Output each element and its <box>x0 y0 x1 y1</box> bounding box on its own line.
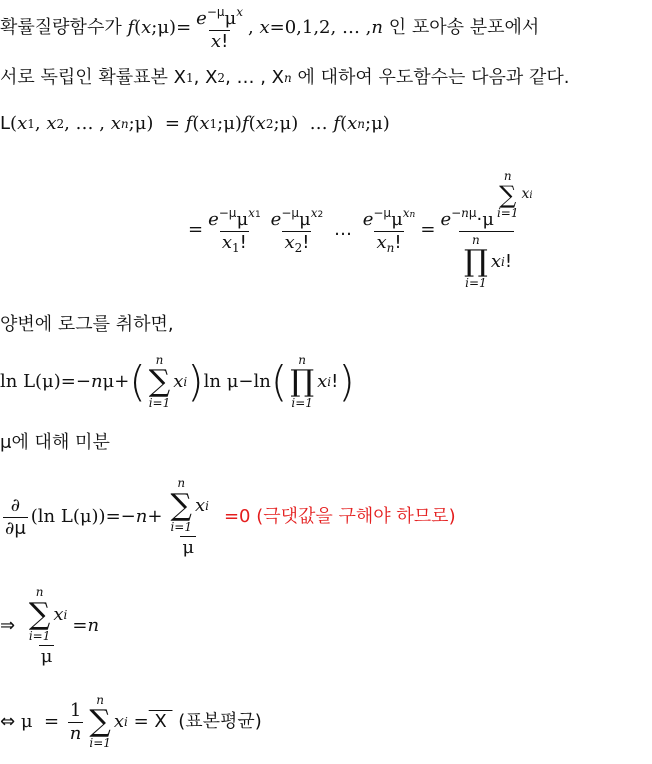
pmf-label-2: 인 포아송 분포에서 <box>388 17 540 38</box>
pmf-label: 확률질량함수가 <box>0 17 122 38</box>
derivative-line: $\frac{\partial}{\partial\mu}$ (ln L(μ))=−n+ n ∑ i=1 x i μ =0 (극댓값을 구해야 하므로) <box>5 476 456 558</box>
pmf-domain: , x=0,1,2, … ,n <box>248 17 383 38</box>
pmf-definition-line <box>0 2 539 54</box>
partial-fraction: $\frac{\partial}{\partial\mu}$ <box>5 494 26 539</box>
pmf-f: f <box>121 17 135 38</box>
result-note: (표본평균) <box>178 711 262 732</box>
pmf-fraction: $\frac{e^{-\mu}\mu^x}{x!}$ <box>196 4 244 52</box>
log-text: 양변에 로그를 취하면, <box>0 314 174 335</box>
red-note: =0 (극댓값을 구해야 하므로) <box>223 506 456 527</box>
likelihood-closed-form: $e^{-n\mu}\cdot\mu$ n ∑ i=1 xi n ∏ i=1 x i ! <box>440 169 533 290</box>
sample-text-1: 서로 독립인 확률표본 X <box>0 67 186 88</box>
likelihood-expanded-line: = $\frac{e^{-\mu}\mu^{x1}}{x_1!}$ $\frac{e^{-\mu}\mu^{x2}}{x_2!}$ … $\frac{e^{-\mu}\mu^{xn}}{x_n!}$ = $e^{-n\mu}\cdot\mu$ n ∑ i=1 xi n ∏ i=1 x i ! <box>188 169 533 290</box>
term-2: $\frac{e^{-\mu}\mu^{x2}}{x_2!}$ <box>270 205 324 255</box>
diff-text: μ에 대해 미분 <box>0 432 110 453</box>
term-1: $\frac{e^{-\mu}\mu^{x1}}{x_1!}$ <box>208 205 261 255</box>
sample-text-2: 에 대하여 우도함수는 다음과 같다. <box>297 67 570 88</box>
sample-line: 서로 독립인 확률표본 X 1 , X 2 , … , X n 에 대하여 우도함수는 다음과 같다. <box>0 67 570 88</box>
derivative-fraction: n ∑ i=1 x i μ <box>170 476 209 558</box>
sample-mean-symbol: X <box>148 711 173 732</box>
pmf-args: (x;μ)= <box>134 17 192 38</box>
likelihood-line: L (x 1 , x 2 , … , x n ;μ) = f(x 1 ;μ)f(x 2 ;μ) … f(x n ;μ) <box>0 113 390 134</box>
equation-line: ⇒ n ∑ i=1 x i μ =n <box>0 585 100 667</box>
log-likelihood-line: ln L(μ)=−nμ+ ( n ∑ i=1 x i ) ln μ−ln ( n ∏ i=1 x i ! ) <box>0 352 355 410</box>
one-over-n: $\frac{1}{n}$ <box>69 699 82 744</box>
result-line: ⇔ μ = $\frac{1}{n}$ n ∑ i=1 x i = X (표본평균) <box>0 692 262 750</box>
sum-over-mu: n ∑ i=1 x i μ <box>28 585 68 667</box>
term-n: $\frac{e^{-\mu}\mu^{xn}}{x_n!}$ <box>362 205 416 255</box>
